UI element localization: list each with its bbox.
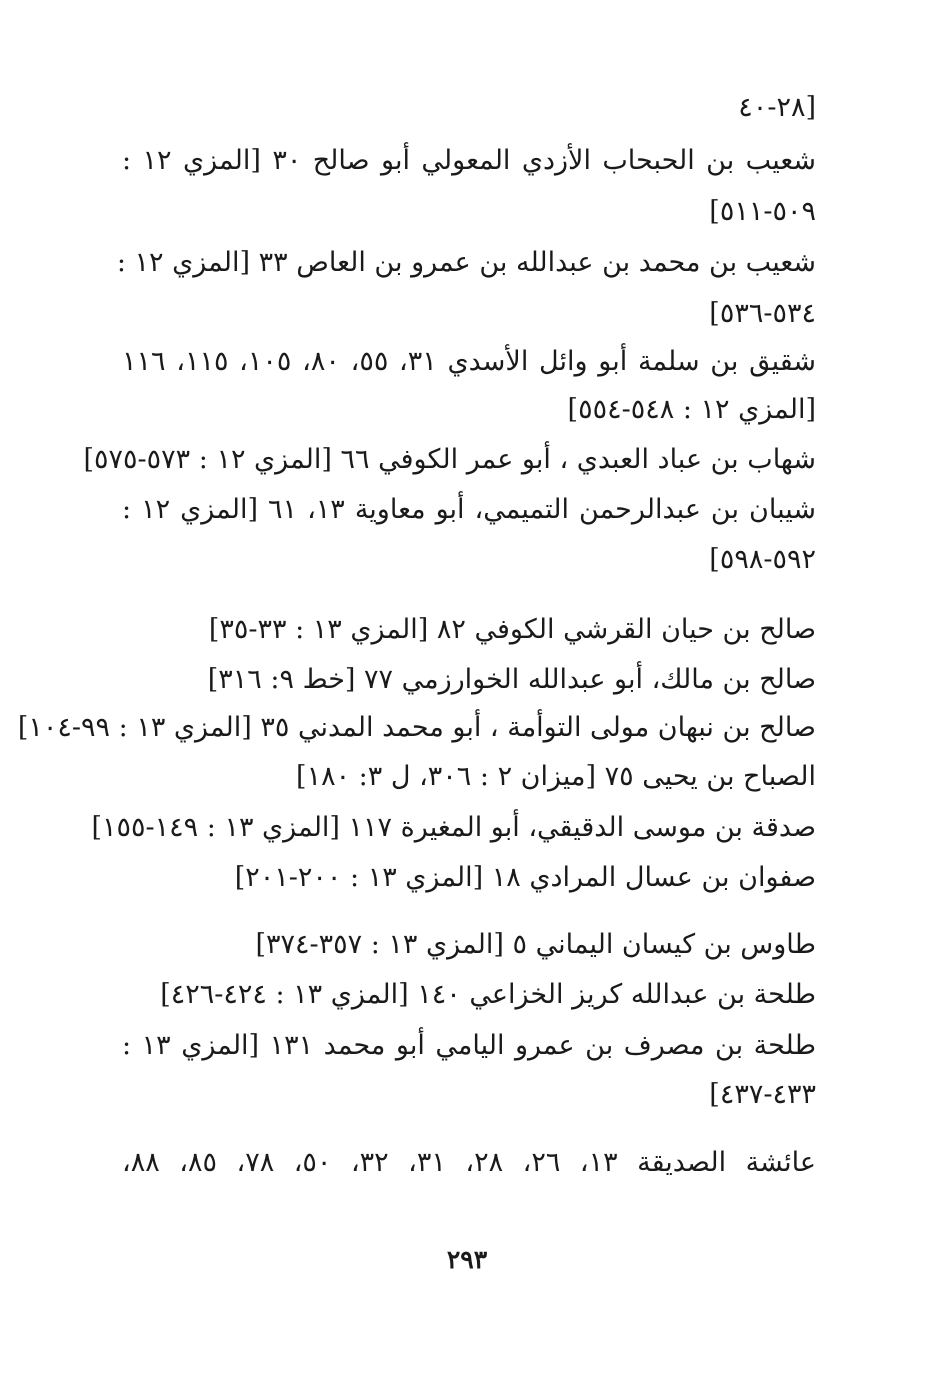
- index-entry-shuayb-ibn-muhammad: شعيب بن محمد بن عبدالله بن عمرو بن العاص ٣٣ [المزي ١٢ :: [116, 247, 816, 278]
- index-entry-sadaqa-ibn-musa: صدقة بن موسى الدقيقي، أبو المغيرة ١١٧ [المزي ١٣ : ١٤٩-١٥٥]: [91, 812, 816, 843]
- index-entry-salih-ibn-malik: صالح بن مالك، أبو عبدالله الخوارزمي ٧٧ [خط ٩: ٣١٦]: [207, 664, 816, 695]
- index-entry-al-sabbah-ibn-yahya: الصباح بن يحيى ٧٥ [ميزان ٢ : ٣٠٦، ل ٣: ١٨٠]: [296, 761, 816, 792]
- index-line-continuation: ٥٣٤-٥٣٦]: [709, 298, 816, 329]
- index-line-continuation: [٢٨-٤٠: [738, 92, 816, 123]
- index-entry-tawus-ibn-kaysan: طاوس بن كيسان اليماني ٥ [المزي ١٣ : ٣٥٧-٣٧٤]: [255, 929, 816, 960]
- index-entry-safwan-ibn-assal: صفوان بن عسال المرادي ١٨ [المزي ١٣ : ٢٠٠-٢٠١]: [234, 862, 816, 893]
- index-line-continuation: ٥٠٩-٥١١]: [709, 196, 816, 227]
- index-entry-salih-ibn-hayyan: صالح بن حيان القرشي الكوفي ٨٢ [المزي ١٣ : ٣٣-٣٥]: [208, 614, 816, 645]
- index-entry-shihab-ibn-abbad: شهاب بن عباد العبدي ، أبو عمر الكوفي ٦٦ [المزي ١٢ : ٥٧٣-٥٧٥]: [83, 444, 816, 475]
- index-entry-shuayb-al-habhab: شعيب بن الحبحاب الأزدي المعولي أبو صالح ٣٠ [المزي ١٢ :: [122, 145, 816, 176]
- index-entry-shaqiq-ibn-salama: شقيق بن سلمة أبو وائل الأسدي ٣١، ٥٥، ٨٠، ١٠٥، ١١٥، ١١٦: [122, 346, 817, 377]
- index-line-continuation: [المزي ١٢ : ٥٤٨-٥٥٤]: [567, 394, 816, 425]
- index-entry-shayban-ibn-abdulrahman: شيبان بن عبدالرحمن التميمي، أبو معاوية ١٣، ٦١ [المزي ١٢ :: [122, 494, 816, 525]
- index-line-continuation: ٤٣٣-٤٣٧]: [709, 1079, 816, 1110]
- index-entry-aisha-al-siddiqa: عائشة الصديقة ١٣، ٢٦، ٢٨، ٣١، ٣٢، ٥٠، ٧٨، ٨٥، ٨٨،: [122, 1147, 816, 1178]
- index-line-continuation: ٥٩٢-٥٩٨]: [709, 544, 816, 575]
- index-entry-salih-ibn-nabhan: صالح بن نبهان مولى التوأمة ، أبو محمد المدني ٣٥ [المزي ١٣ : ٩٩-١٠٤]: [17, 712, 816, 743]
- index-entry-talha-ibn-abdullah: طلحة بن عبدالله كريز الخزاعي ١٤٠ [المزي ١٣ : ٤٢٤-٤٢٦]: [160, 979, 816, 1010]
- page-number: ٢٩٣: [446, 1245, 488, 1274]
- index-entry-talha-ibn-musarrif: طلحة بن مصرف بن عمرو اليامي أبو محمد ١٣١ [المزي ١٣ :: [122, 1030, 816, 1061]
